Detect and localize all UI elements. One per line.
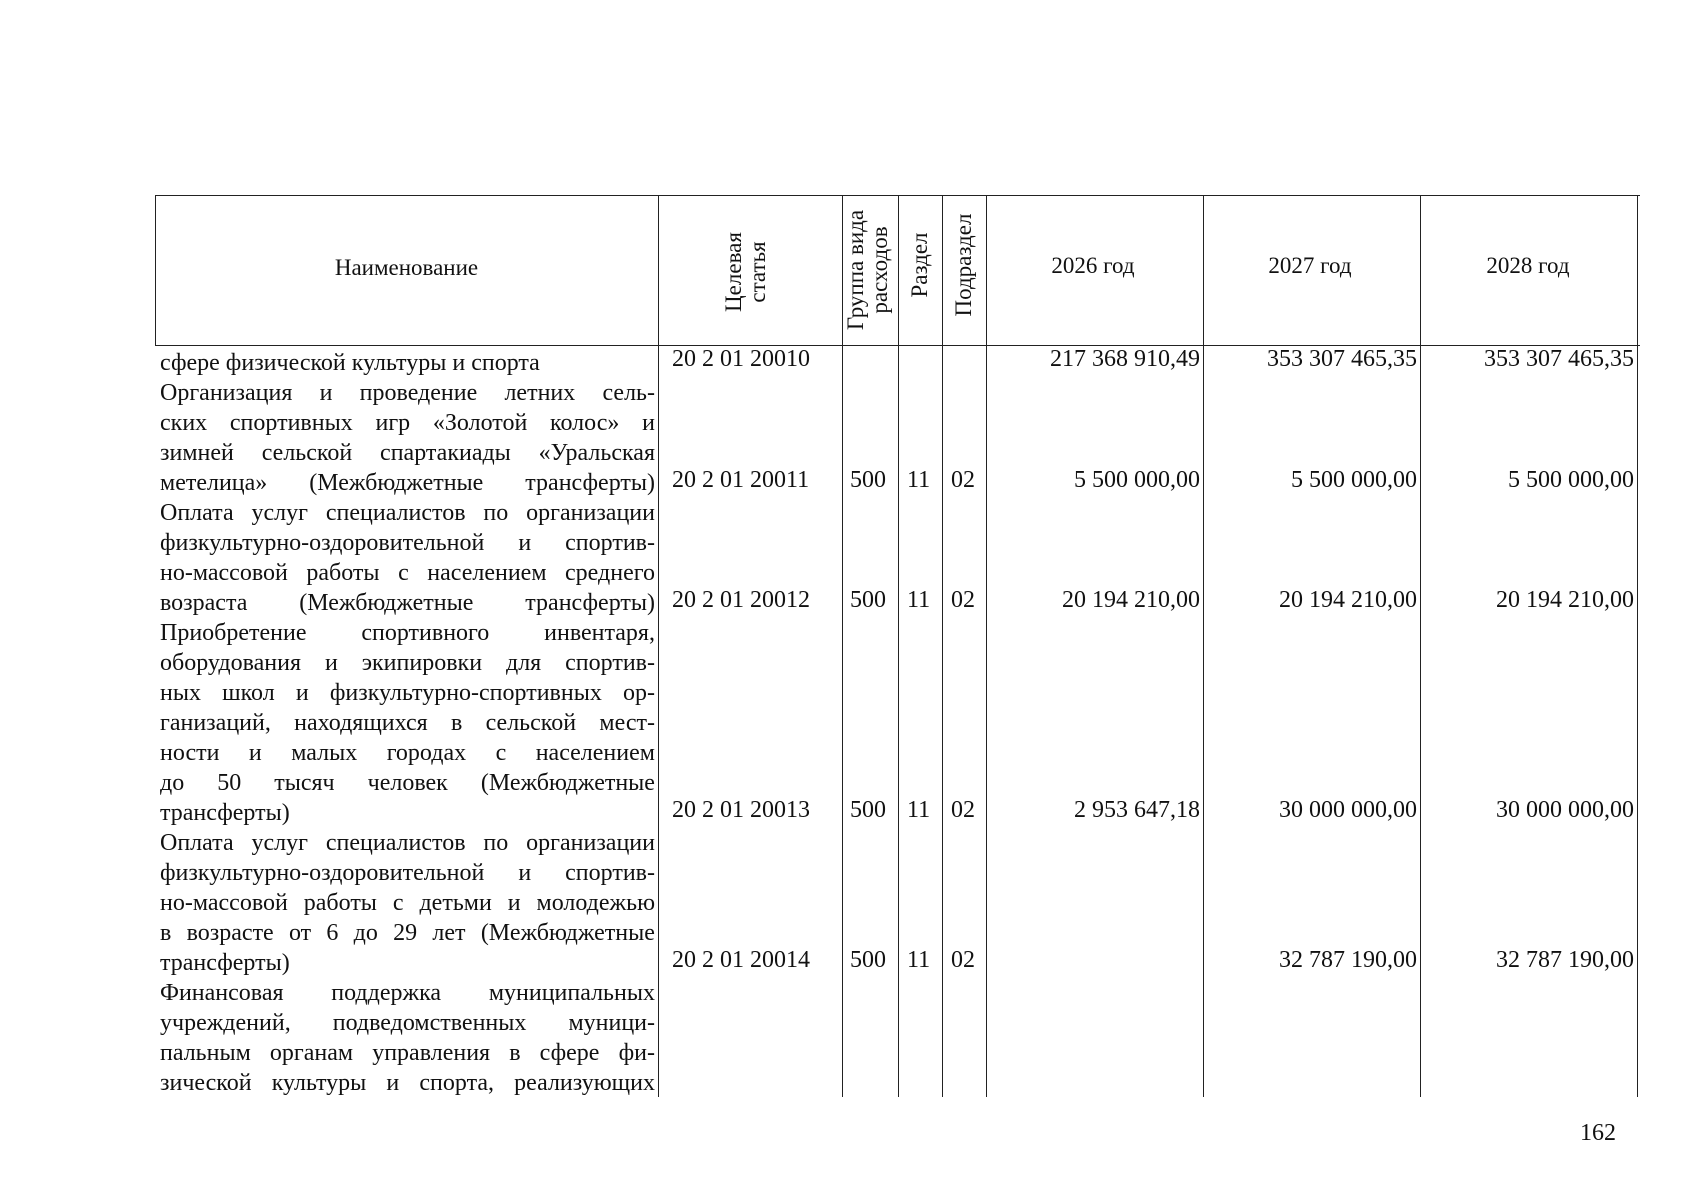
row-name xyxy=(160,978,655,1098)
header-target-line1: Целевая xyxy=(721,232,746,312)
name-line: сфере физической культуры и спорта xyxy=(160,350,540,376)
row-group: 500 xyxy=(850,797,886,823)
name-line: Оплата услуг специалистов по организации xyxy=(160,500,655,526)
col-line-2028 xyxy=(1637,195,1638,1097)
row-name xyxy=(160,828,655,978)
name-line: но-массовой работы с детьми и молодежью xyxy=(160,890,655,916)
name-line: возраста (Межбюджетные трансферты) xyxy=(160,590,655,616)
row-2026: 217 368 910,49 xyxy=(1050,346,1200,372)
name-line: Организация и проведение летних сель- xyxy=(160,380,655,406)
header-target-article xyxy=(722,222,770,322)
header-target-line2: статья xyxy=(745,241,770,303)
row-code: 20 2 01 20014 xyxy=(672,947,810,973)
row-name xyxy=(160,348,655,378)
col-line-subsection xyxy=(986,195,987,1097)
header-2028: 2028 год xyxy=(1486,253,1570,278)
col-line-2026 xyxy=(1203,195,1204,1097)
name-line: в возрасте от 6 до 29 лет (Межбюджетные xyxy=(160,920,655,946)
row-2026: 5 500 000,00 xyxy=(1074,467,1200,493)
row-2027: 20 194 210,00 xyxy=(1279,587,1417,613)
row-2028: 353 307 465,35 xyxy=(1484,346,1634,372)
row-section: 11 xyxy=(907,467,931,493)
col-line-section xyxy=(942,195,943,1097)
row-section: 11 xyxy=(907,797,931,823)
row-group: 500 xyxy=(850,947,886,973)
row-code: 20 2 01 20010 xyxy=(672,346,810,372)
row-section: 11 xyxy=(907,587,931,613)
header-name: Наименование xyxy=(334,255,479,280)
col-line-group xyxy=(898,195,899,1097)
row-name xyxy=(160,618,655,828)
page-number: 162 xyxy=(1580,1120,1616,1146)
row-2027: 353 307 465,35 xyxy=(1267,346,1417,372)
name-line: Оплата услуг специалистов по организации xyxy=(160,830,655,856)
row-2027: 5 500 000,00 xyxy=(1291,467,1417,493)
header-subsection: Подраздел xyxy=(951,213,976,317)
name-line: ганизаций, находящихся в сельской мест- xyxy=(160,710,655,736)
header-expense-group xyxy=(844,197,892,343)
name-line: ных школ и физкультурно-спортивных ор- xyxy=(160,680,655,706)
header-2026: 2026 год xyxy=(1051,253,1135,278)
col-line-name xyxy=(658,195,659,1097)
name-line: ности и малых городах с населением xyxy=(160,740,655,766)
name-line: Финансовая поддержка муниципальных xyxy=(160,980,655,1006)
header-section: Раздел xyxy=(907,232,932,298)
name-line: зимней сельской спартакиады «Уральская xyxy=(160,440,655,466)
row-group: 500 xyxy=(850,467,886,493)
name-line: но-массовой работы с населением среднего xyxy=(160,560,655,586)
header-2027: 2027 год xyxy=(1268,253,1352,278)
row-2026: 20 194 210,00 xyxy=(1062,587,1200,613)
name-line: метелица» (Межбюджетные трансферты) xyxy=(160,470,655,496)
row-code: 20 2 01 20013 xyxy=(672,797,810,823)
row-2028: 32 787 190,00 xyxy=(1496,947,1634,973)
name-line: трансферты) xyxy=(160,800,290,826)
row-2027: 30 000 000,00 xyxy=(1279,797,1417,823)
row-subsection: 02 xyxy=(951,797,975,823)
row-2026: 2 953 647,18 xyxy=(1074,797,1200,823)
name-line: оборудования и экипировки для спортив- xyxy=(160,650,655,676)
row-section: 11 xyxy=(907,947,931,973)
row-name xyxy=(160,378,655,498)
row-name xyxy=(160,498,655,618)
row-code: 20 2 01 20012 xyxy=(672,587,810,613)
col-line-code xyxy=(842,195,843,1097)
name-line: Приобретение спортивного инвентаря, xyxy=(160,620,655,646)
name-line: до 50 тысяч человек (Межбюджетные xyxy=(160,770,655,796)
name-line: физкультурно-оздоровительной и спортив- xyxy=(160,860,655,886)
name-line: трансферты) xyxy=(160,950,290,976)
name-line: пальным органам управления в сфере фи- xyxy=(160,1040,655,1066)
name-line: ских спортивных игр «Золотой колос» и xyxy=(160,410,655,436)
row-2028: 30 000 000,00 xyxy=(1496,797,1634,823)
row-2028: 20 194 210,00 xyxy=(1496,587,1634,613)
row-2027: 32 787 190,00 xyxy=(1279,947,1417,973)
row-subsection: 02 xyxy=(951,947,975,973)
name-line: зической культуры и спорта, реализующих xyxy=(160,1070,655,1096)
name-line: учреждений, подведомственных муници- xyxy=(160,1010,655,1036)
header-group-line2: расходов xyxy=(867,226,892,314)
header-group-line1: Группа вида xyxy=(843,209,868,331)
row-code: 20 2 01 20011 xyxy=(672,467,810,493)
name-line: физкультурно-оздоровительной и спортив- xyxy=(160,530,655,556)
row-subsection: 02 xyxy=(951,587,975,613)
row-subsection: 02 xyxy=(951,467,975,493)
row-group: 500 xyxy=(850,587,886,613)
row-2028: 5 500 000,00 xyxy=(1508,467,1634,493)
col-line-2027 xyxy=(1420,195,1421,1097)
